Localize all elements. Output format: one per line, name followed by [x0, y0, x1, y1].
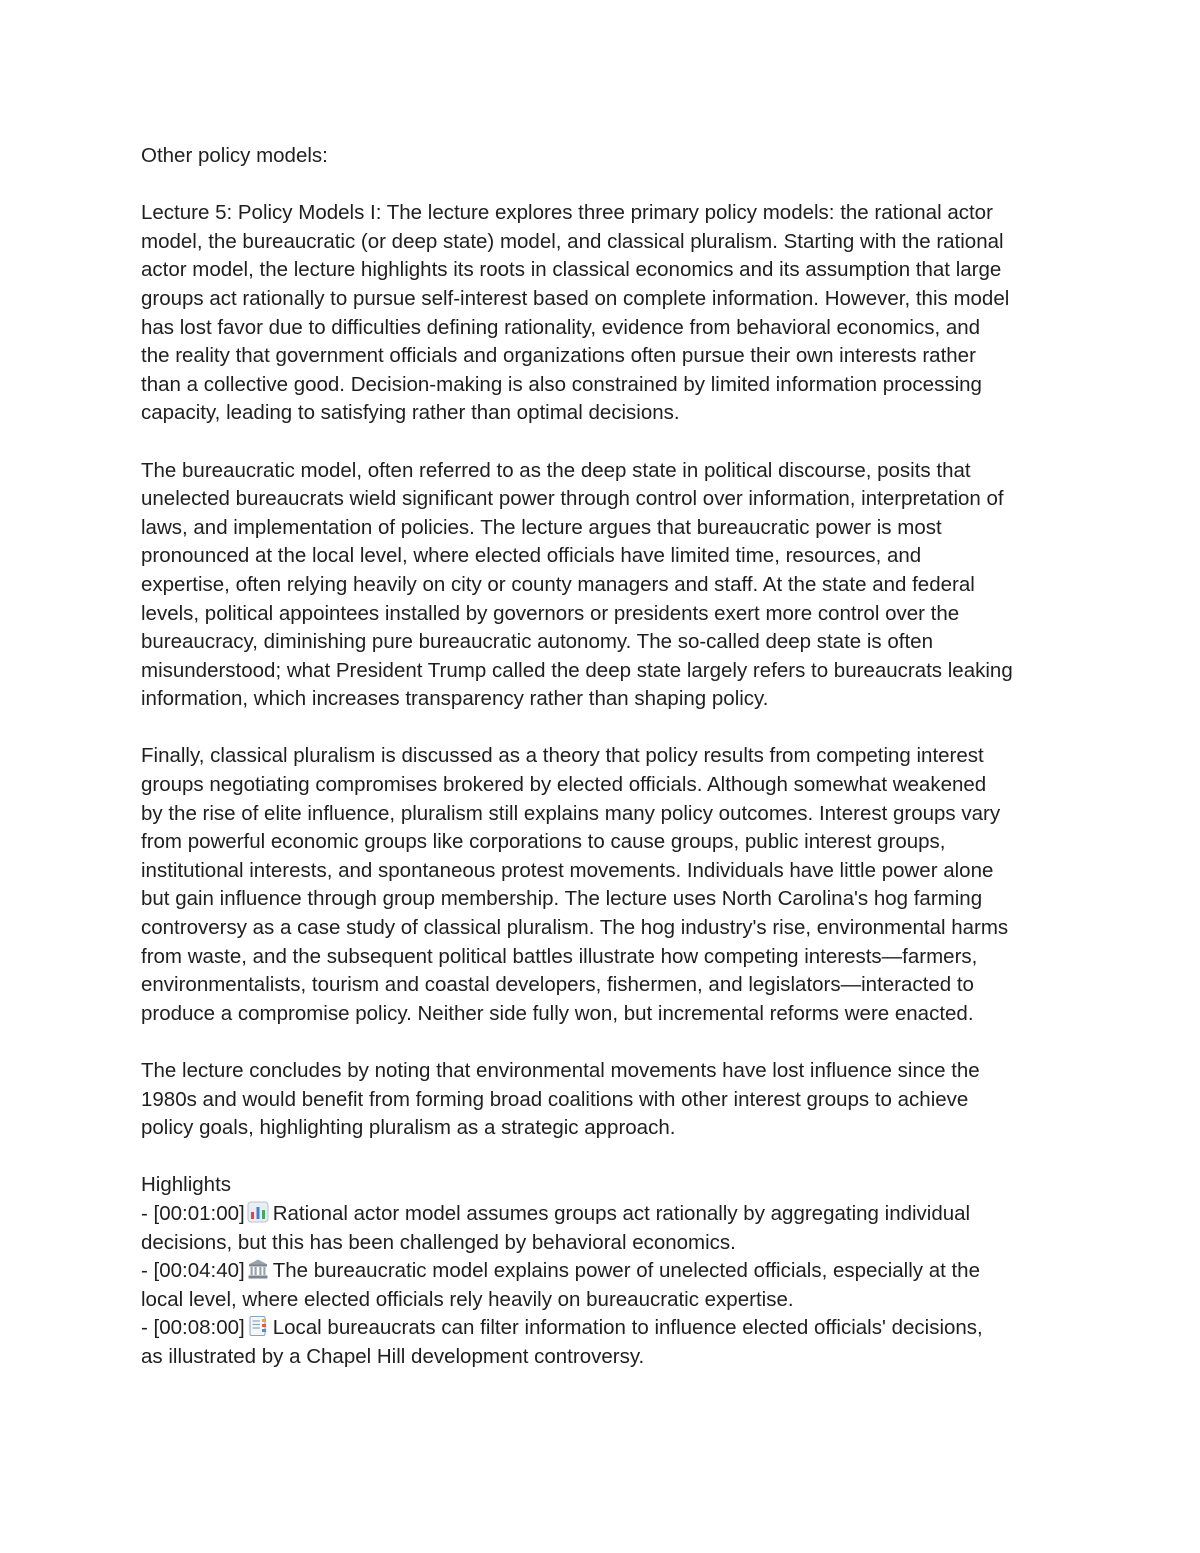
highlight-second-line: local level, where elected officials rely heavily on bureaucratic expertise.	[141, 1287, 794, 1311]
paragraph-line: capacity, leading to satisfying rather than optimal decisions.	[141, 401, 680, 425]
paragraph-line: from powerful economic groups like corporations to cause groups, public interest groups,	[141, 830, 946, 854]
paragraph-line: Finally, classical pluralism is discussed as a theory that policy results from competing interest	[141, 744, 984, 768]
highlight-text: Local bureaucrats can filter information to influence elected officials' decisions,	[272, 1316, 983, 1340]
paragraph-line: than a collective good. Decision-making is also constrained by limited information processing	[141, 372, 982, 396]
highlight-timestamp: - [00:08:00]	[141, 1316, 245, 1340]
bar-chart-icon	[247, 1201, 269, 1223]
paragraphs	[141, 199, 1071, 1143]
paragraph-line: but gain influence through group membership. The lecture uses North Carolina's hog farming	[141, 887, 983, 911]
highlight-item	[141, 1314, 1071, 1371]
paragraph	[141, 742, 1071, 1028]
highlights-title: Highlights	[141, 1173, 232, 1197]
highlight-item	[141, 1257, 1071, 1314]
classical-building-icon	[247, 1258, 269, 1280]
highlights-list	[141, 1200, 1071, 1372]
highlight-text: The bureaucratic model explains power of unelected officials, especially at the	[272, 1259, 980, 1283]
highlight-first-line	[141, 1200, 1071, 1229]
highlight-timestamp: - [00:04:40]	[141, 1259, 245, 1283]
paragraph-line: the reality that government officials and organizations often pursue their own interests rather	[141, 344, 976, 368]
highlight-second-line: decisions, but this has been challenged by behavioral economics.	[141, 1230, 736, 1254]
document-body	[141, 142, 1071, 1372]
paragraph	[141, 199, 1071, 428]
paragraph-line: 1980s and would benefit from forming broad coalitions with other interest groups to achieve	[141, 1087, 969, 1111]
highlight-second-line: as illustrated by a Chapel Hill development controversy.	[141, 1344, 645, 1368]
paragraph-line: misunderstood; what President Trump called the deep state largely refers to bureaucrats leaking	[141, 658, 1013, 682]
highlight-timestamp: - [00:01:00]	[141, 1201, 245, 1225]
paragraph-line: has lost favor due to difficulties defining rationality, evidence from behavioral economics, and	[141, 315, 981, 339]
paragraph-line: pronounced at the local level, where elected officials have limited time, resources, and	[141, 544, 922, 568]
highlight-text: Rational actor model assumes groups act rationally by aggregating individual	[272, 1201, 971, 1225]
paragraph-line: model, the bureaucratic (or deep state) model, and classical pluralism. Starting with the rational	[141, 229, 1004, 253]
paragraph-line: Lecture 5: Policy Models I: The lecture explores three primary policy models: the rational actor	[141, 201, 993, 225]
paragraph	[141, 457, 1071, 714]
paragraph-line: levels, political appointees installed by governors or presidents exert more control over the	[141, 601, 960, 625]
paragraph-line: produce a compromise policy. Neither side fully won, but incremental reforms were enacted.	[141, 1001, 974, 1025]
paragraph-line: controversy as a case study of classical pluralism. The hog industry's rise, environmental harms	[141, 916, 1009, 940]
paragraph-line: by the rise of elite influence, pluralism still explains many policy outcomes. Interest groups vary	[141, 801, 1001, 825]
paragraph-line: groups act rationally to pursue self-interest based on complete information. However, this model	[141, 286, 1010, 310]
paragraph-line: The lecture concludes by noting that environmental movements have lost influence since the	[141, 1059, 980, 1082]
paragraph-line: environmentalists, tourism and coastal developers, fishermen, and legislators—interacted to	[141, 973, 974, 997]
paragraph	[141, 1057, 1071, 1143]
paragraph-line: The bureaucratic model, often referred to as the deep state in political discourse, posits that	[141, 458, 971, 482]
paragraph-line: institutional interests, and spontaneous protest movements. Individuals have little power alone	[141, 858, 994, 882]
highlight-first-line	[141, 1257, 1071, 1286]
paragraph-line: unelected bureaucrats wield significant power through control over information, interpretation of	[141, 487, 1004, 511]
paragraph-line: from waste, and the subsequent political battles illustrate how competing interests—farmers,	[141, 944, 978, 968]
paragraph-line: information, which increases transparency rather than shaping policy.	[141, 687, 769, 711]
paragraph-line: laws, and implementation of policies. The lecture argues that bureaucratic power is most	[141, 515, 942, 539]
paragraph-line: bureaucracy, diminishing pure bureaucratic autonomy. The so-called deep state is often	[141, 630, 933, 654]
paragraph-line: policy goals, highlighting pluralism as a strategic approach.	[141, 1116, 676, 1140]
highlights-section	[141, 1171, 1071, 1371]
paragraph-line: expertise, often relying heavily on city or county managers and staff. At the state and federal	[141, 572, 975, 596]
document-heading: Other policy models:	[141, 144, 328, 167]
bookmark-tabs-icon	[247, 1315, 269, 1337]
paragraph-line: actor model, the lecture highlights its roots in classical economics and its assumption that large	[141, 258, 1002, 282]
highlight-item	[141, 1200, 1071, 1257]
highlight-first-line	[141, 1314, 1071, 1343]
paragraph-line: groups negotiating compromises brokered by elected officials. Although somewhat weakened	[141, 773, 987, 797]
